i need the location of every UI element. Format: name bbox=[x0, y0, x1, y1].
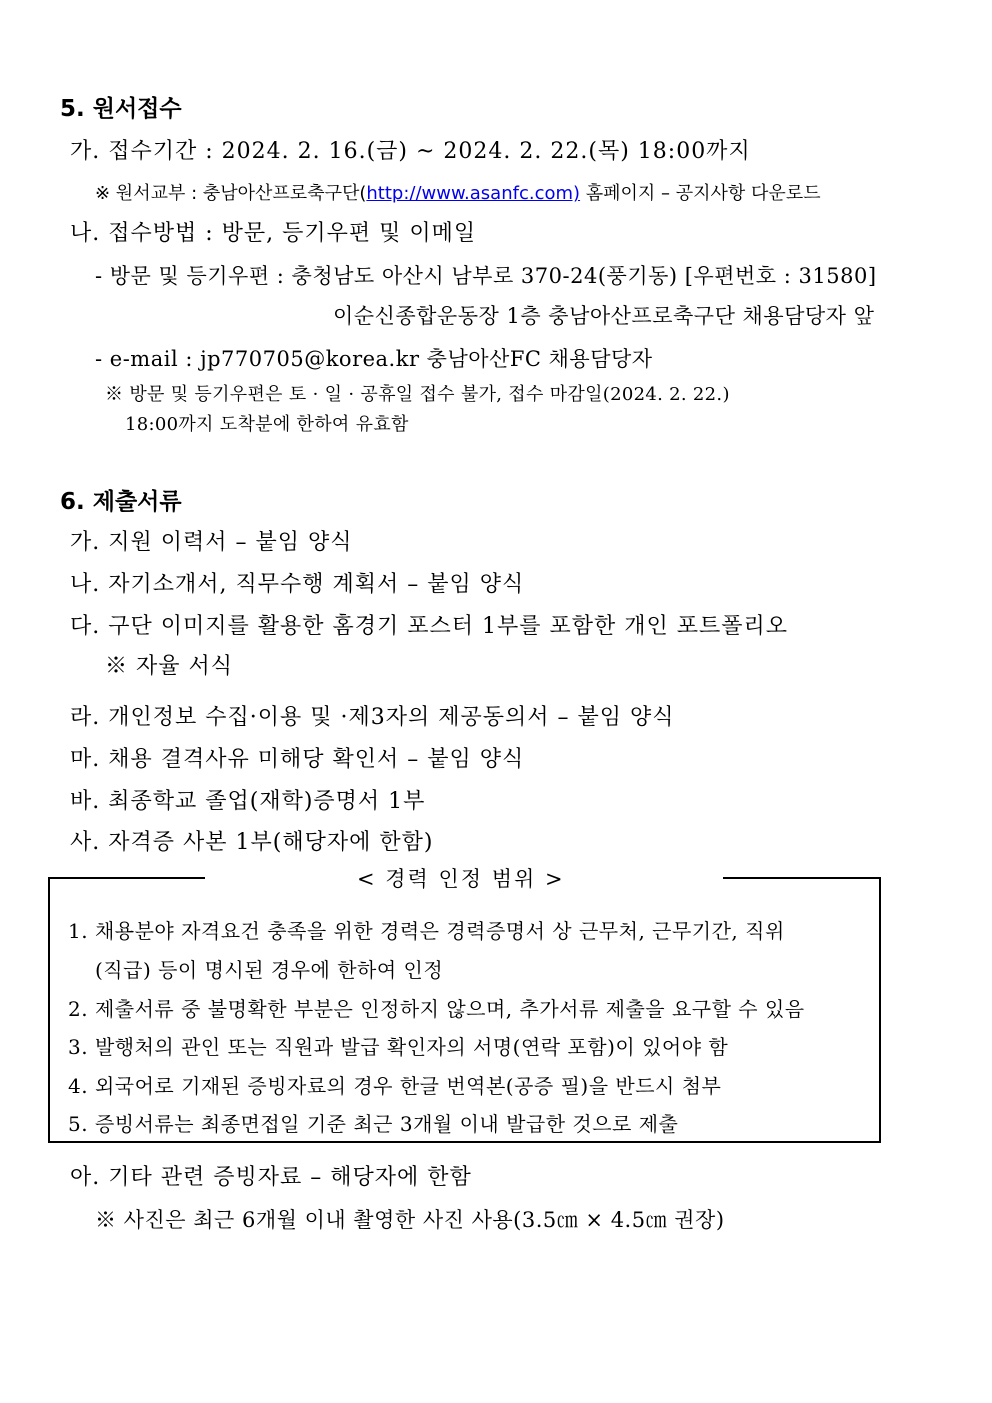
visit-mail-recipient: 이순신종합운동장 1층 충남아산프로축구단 채용담당자 앞 bbox=[333, 304, 875, 328]
career-box-line: 4. 외국어로 기재된 증빙자료의 경우 한글 번역본(공증 필)을 반드시 첨부 bbox=[68, 1074, 722, 1098]
section-6-title: 6. 제출서류 bbox=[60, 489, 182, 515]
visit-mail-note-cont: 18:00까지 도착분에 한하여 유효함 bbox=[125, 414, 409, 435]
photo-note: ※ 사진은 최근 6개월 이내 촬영한 사진 사용(3.5㎝ × 4.5㎝ 권장) bbox=[95, 1208, 725, 1232]
reception-period: 가. 접수기간 : 2024. 2. 16.(금) ~ 2024. 2. 22.(목) 18:00까지 bbox=[70, 139, 751, 164]
doc-item-note: ※ 자율 서식 bbox=[105, 654, 233, 679]
doc-item: 바. 최종학교 졸업(재학)증명서 1부 bbox=[70, 789, 426, 814]
career-box-title: < 경력 인정 범위 > bbox=[357, 867, 565, 891]
doc-item: 가. 지원 이력서 – 붙임 양식 bbox=[70, 530, 353, 555]
email-address: - e-mail : jp770705@korea.kr 충남아산FC 채용담당자 bbox=[95, 347, 653, 371]
career-box-line: 3. 발행처의 관인 또는 직원과 발급 확인자의 서명(연락 포함)이 있어야 함 bbox=[68, 1035, 729, 1059]
doc-item: 라. 개인정보 수집·이용 및 ·제3자의 제공동의서 – 붙임 양식 bbox=[70, 705, 675, 730]
career-box-line: 1. 채용분야 자격요건 충족을 위한 경력은 경력증명서 상 근무처, 근무기간, 직위 bbox=[68, 919, 785, 943]
application-form-note-suffix: 홈페이지 – 공지사항 다운로드 bbox=[580, 183, 821, 204]
application-form-note-prefix: ※ 원서교부 : 충남아산프로축구단( bbox=[95, 183, 367, 204]
application-form-note bbox=[95, 179, 821, 205]
career-box-line: (직급) 등이 명시된 경우에 한하여 인정 bbox=[95, 958, 444, 982]
doc-item: 나. 자기소개서, 직무수행 계획서 – 붙임 양식 bbox=[70, 572, 525, 597]
doc-item: 사. 자격증 사본 1부(해당자에 한함) bbox=[70, 830, 434, 855]
visit-mail-note: ※ 방문 및 등기우편은 토 · 일 · 공휴일 접수 불가, 접수 마감일(2024. 2. 22.) bbox=[105, 384, 730, 405]
visit-mail-address: - 방문 및 등기우편 : 충청남도 아산시 남부로 370-24(풍기동) [우편번호 : 31580] bbox=[95, 264, 877, 288]
reception-method: 나. 접수방법 : 방문, 등기우편 및 이메일 bbox=[70, 221, 477, 246]
doc-item: 마. 채용 결격사유 미해당 확인서 – 붙임 양식 bbox=[70, 747, 525, 772]
asanfc-homepage-link[interactable]: http://www.asanfc.com) bbox=[366, 183, 581, 204]
career-box-line: 5. 증빙서류는 최종면접일 기준 최근 3개월 이내 발급한 것으로 제출 bbox=[68, 1112, 679, 1136]
doc-item: 다. 구단 이미지를 활용한 홈경기 포스터 1부를 포함한 개인 포트폴리오 bbox=[70, 614, 788, 639]
career-box-line: 2. 제출서류 중 불명확한 부분은 인정하지 않으며, 추가서류 제출을 요구할 수 있음 bbox=[68, 997, 805, 1021]
doc-item: 아. 기타 관련 증빙자료 – 해당자에 한함 bbox=[70, 1165, 472, 1190]
section-5-title: 5. 원서접수 bbox=[60, 96, 182, 122]
